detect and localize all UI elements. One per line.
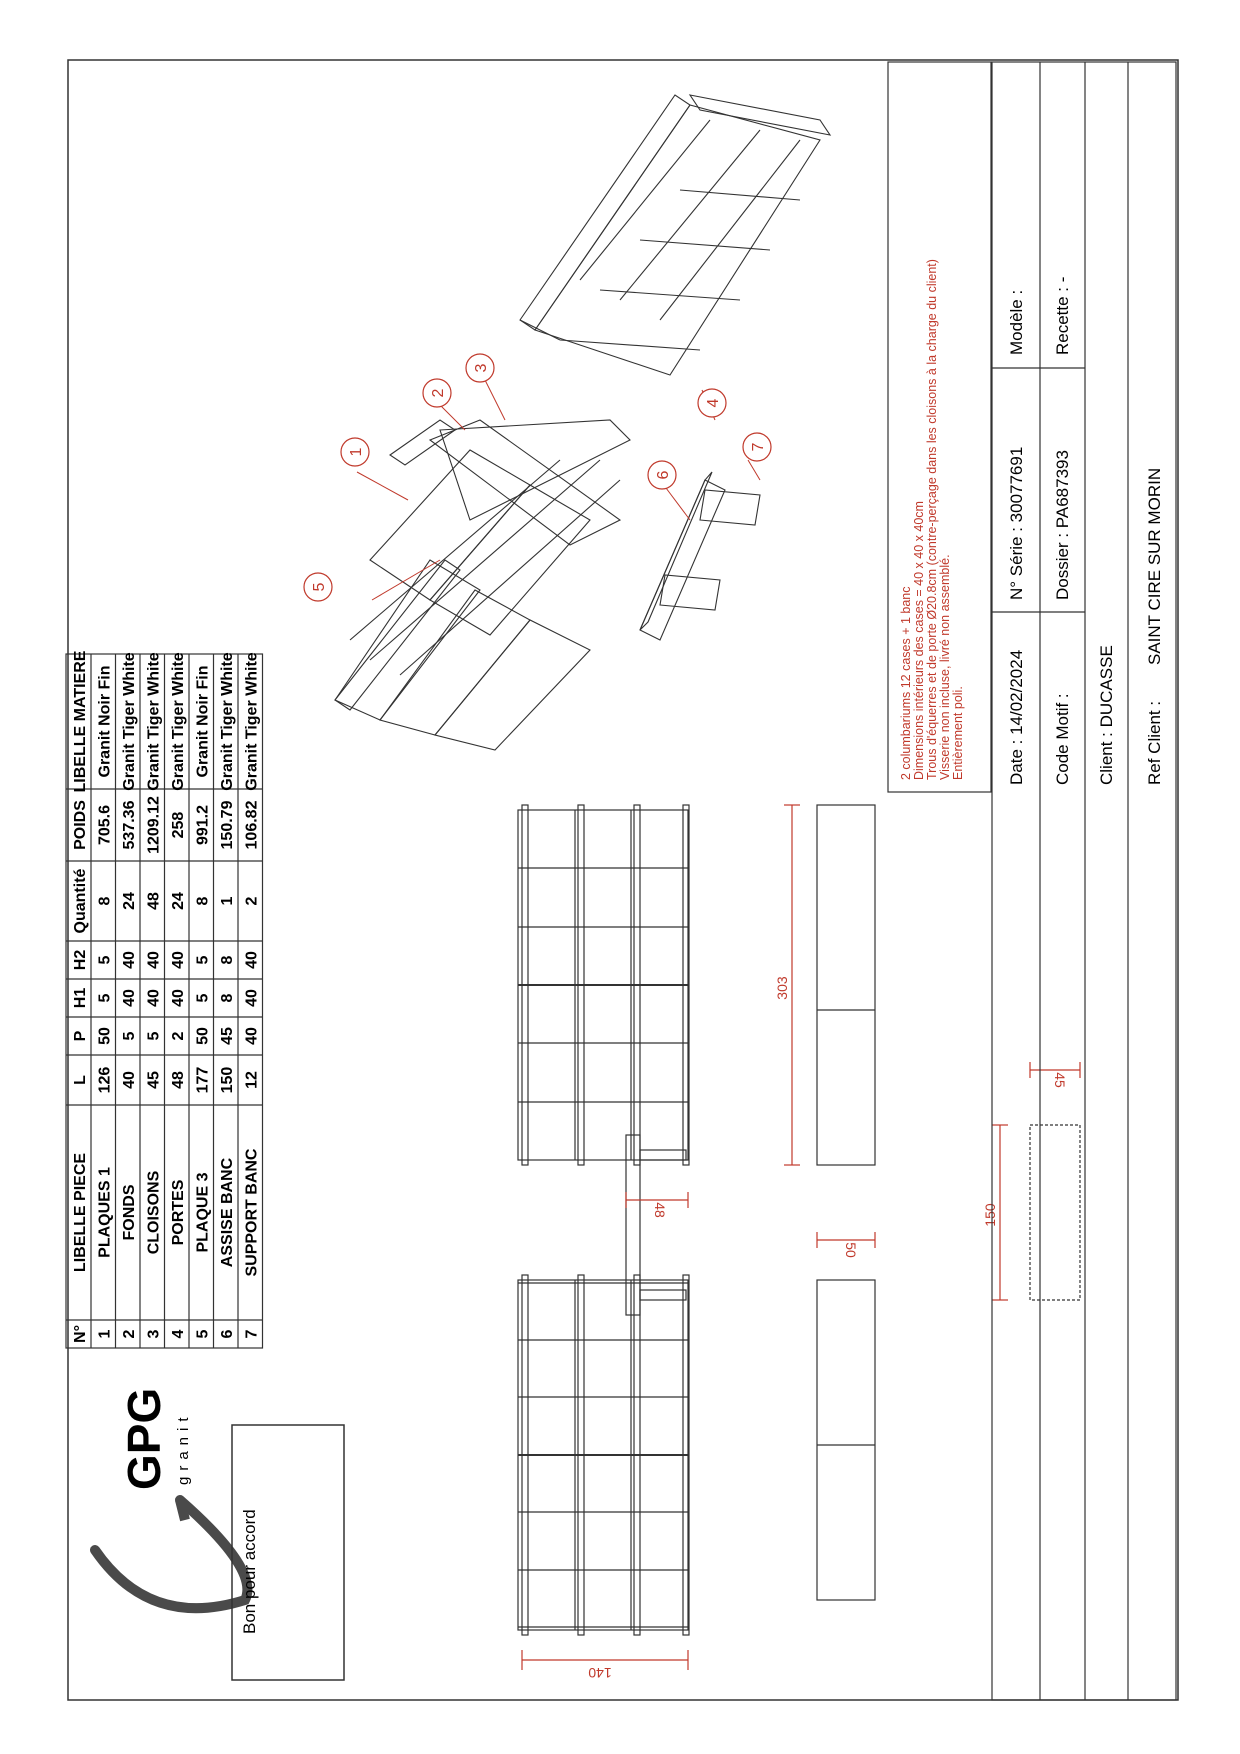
table-cell: ASSISE BANC — [219, 1157, 236, 1268]
isometric-assembly-columbarium-1 — [335, 420, 630, 750]
table-cell: 126 — [96, 1066, 114, 1094]
table-cell: 48 — [145, 892, 163, 910]
note-line-5: Entièrement poli. — [951, 686, 965, 780]
dim-140: 140 — [588, 1665, 612, 1681]
table-header-cell: H1 — [72, 987, 89, 1009]
table-cell: 991.2 — [194, 804, 212, 846]
columbarium-elevation-left — [518, 1275, 689, 1635]
note-line-3: Trous d'équerres et de porte Ø20.8cm (contre-perçage dans les cloisons à la charge du client) — [925, 259, 939, 780]
note-line-1: 2 columbariums 12 cases + 1 banc — [899, 586, 913, 780]
info-modele: Modèle : — [1007, 289, 1026, 355]
dimension-lines — [522, 805, 1080, 1670]
table-cell: 5 — [121, 1031, 138, 1041]
table-cell: 150 — [219, 1066, 236, 1094]
table-cell: 1 — [96, 1329, 114, 1339]
dim-50: 50 — [843, 1242, 859, 1258]
table-cell: 24 — [121, 892, 138, 910]
callout-7 — [743, 433, 771, 461]
table-cell: 705.6 — [96, 804, 114, 846]
table-cell: 48 — [170, 1071, 187, 1089]
svg-text:4: 4 — [705, 398, 722, 408]
table-cell: Granit Tiger White — [121, 652, 138, 791]
callout-5 — [304, 573, 332, 601]
note-line-4: Visserie non incluse, livré non assemblé. — [938, 554, 952, 780]
table-cell: Granit Noir Fin — [194, 665, 212, 778]
table-cell: 12 — [243, 1071, 261, 1089]
logo-sub: granit — [175, 1411, 192, 1485]
table-cell: 4 — [170, 1329, 187, 1339]
info-date: Date : 14/02/2024 — [1007, 649, 1026, 785]
callout-2 — [423, 379, 451, 407]
table-cell: 5 — [96, 993, 114, 1003]
gpg-logo — [95, 1388, 247, 1608]
table-cell: 50 — [194, 1027, 212, 1045]
table-cell: 2 — [121, 1329, 138, 1339]
table-cell: 150.79 — [219, 800, 236, 850]
svg-text:2: 2 — [430, 388, 447, 398]
table-cell: 5 — [96, 955, 114, 965]
table-header-cell: H2 — [72, 949, 89, 971]
table-cell: 40 — [243, 989, 261, 1007]
table-cell: 24 — [170, 892, 187, 910]
table-cell: CLOISONS — [145, 1170, 163, 1255]
table-cell: 6 — [219, 1329, 236, 1339]
bench-elevation — [626, 1135, 686, 1315]
table-cell: Granit Tiger White — [170, 652, 187, 791]
table-cell: 40 — [170, 951, 187, 969]
table-header-cell: LIBELLE PIECE — [72, 1152, 89, 1273]
table-header-cell: L — [72, 1075, 89, 1085]
info-code-motif: Code Motif : — [1053, 693, 1072, 785]
table-cell: PLAQUE 3 — [194, 1172, 212, 1253]
info-ref-value: SAINT CIRE SUR MORIN — [1145, 467, 1164, 665]
table-cell: 8 — [96, 896, 114, 906]
table-cell: 177 — [194, 1066, 212, 1094]
table-cell: FONDS — [121, 1184, 138, 1241]
table-cell: 40 — [121, 989, 138, 1007]
note-line-2: Dimensions intérieurs des cases = 40 x 40 x 40cm — [912, 501, 926, 780]
table-cell: 5 — [145, 1031, 163, 1041]
table-cell: 40 — [145, 989, 163, 1007]
table-cell: 258 — [170, 811, 187, 839]
info-serie: N° Série : 30077691 — [1007, 446, 1026, 600]
table-cell: Granit Noir Fin — [96, 665, 114, 778]
table-cell: SUPPORT BANC — [243, 1148, 261, 1277]
table-cell: 40 — [243, 1027, 261, 1045]
callout-4 — [698, 389, 726, 417]
table-cell: 106.82 — [243, 800, 261, 850]
table-cell: 40 — [243, 951, 261, 969]
table-cell: 45 — [145, 1071, 163, 1089]
table-cell: PLAQUES 1 — [96, 1167, 114, 1258]
info-client: Client : DUCASSE — [1097, 645, 1116, 785]
svg-text:7: 7 — [750, 442, 767, 452]
table-cell: 537.36 — [121, 800, 138, 850]
table-header-cell: Quantité — [72, 868, 89, 934]
svg-text:1: 1 — [348, 447, 365, 457]
table-cell: 5 — [194, 1329, 212, 1339]
table-cell: 40 — [121, 951, 138, 969]
table-cell: Granit Tiger White — [219, 652, 236, 791]
table-header-cell: POIDS — [72, 800, 89, 850]
table-cell: Granit Tiger White — [145, 652, 163, 791]
table-cell: 1209.12 — [145, 796, 163, 854]
table-cell: PORTES — [170, 1179, 187, 1246]
isometric-assembly-columbarium-2 — [520, 95, 830, 375]
table-cell: 8 — [219, 993, 236, 1003]
dim-45: 45 — [1052, 1072, 1068, 1088]
table-cell: 45 — [219, 1027, 236, 1045]
table-header-cell: P — [72, 1030, 89, 1042]
table-cell: Granit Tiger White — [243, 652, 261, 791]
info-ref-label: Ref Client : — [1145, 700, 1164, 785]
dim-150: 150 — [982, 1203, 998, 1227]
table-header-cell: N° — [72, 1325, 89, 1343]
svg-text:3: 3 — [473, 363, 490, 373]
table-header-cell: LIBELLE MATIERE — [72, 650, 89, 793]
table-cell: 5 — [194, 955, 212, 965]
callout-1 — [341, 438, 369, 466]
columbarium-elevation-right — [518, 805, 689, 1165]
table-cell: 3 — [145, 1329, 163, 1339]
table-cell: 40 — [170, 989, 187, 1007]
isometric-bench — [640, 472, 760, 640]
svg-text:5: 5 — [311, 582, 328, 592]
table-cell: 8 — [194, 896, 212, 906]
notes — [899, 259, 965, 780]
dim-48: 48 — [652, 1202, 668, 1218]
table-cell: 40 — [121, 1071, 138, 1089]
callout-6 — [648, 461, 676, 489]
dim-303: 303 — [774, 976, 790, 1000]
table-cell: 5 — [194, 993, 212, 1003]
table-cell: 8 — [219, 955, 236, 965]
callout-leaders — [357, 380, 760, 600]
table-cell: 2 — [243, 896, 261, 906]
svg-text:6: 6 — [655, 470, 672, 480]
table-cell: 50 — [96, 1027, 114, 1045]
logo-brand: GPG — [118, 1387, 170, 1490]
info-dossier: Dossier : PA687393 — [1053, 450, 1072, 600]
table-cell: 1 — [219, 896, 236, 906]
parts-table — [66, 650, 263, 1348]
table-cell: 2 — [170, 1031, 187, 1041]
table-cell: 7 — [243, 1329, 261, 1339]
callout-3 — [466, 354, 494, 382]
table-cell: 40 — [145, 951, 163, 969]
approval-label: Bon pour accord — [240, 1509, 259, 1634]
info-recette: Recette : - — [1053, 276, 1072, 355]
